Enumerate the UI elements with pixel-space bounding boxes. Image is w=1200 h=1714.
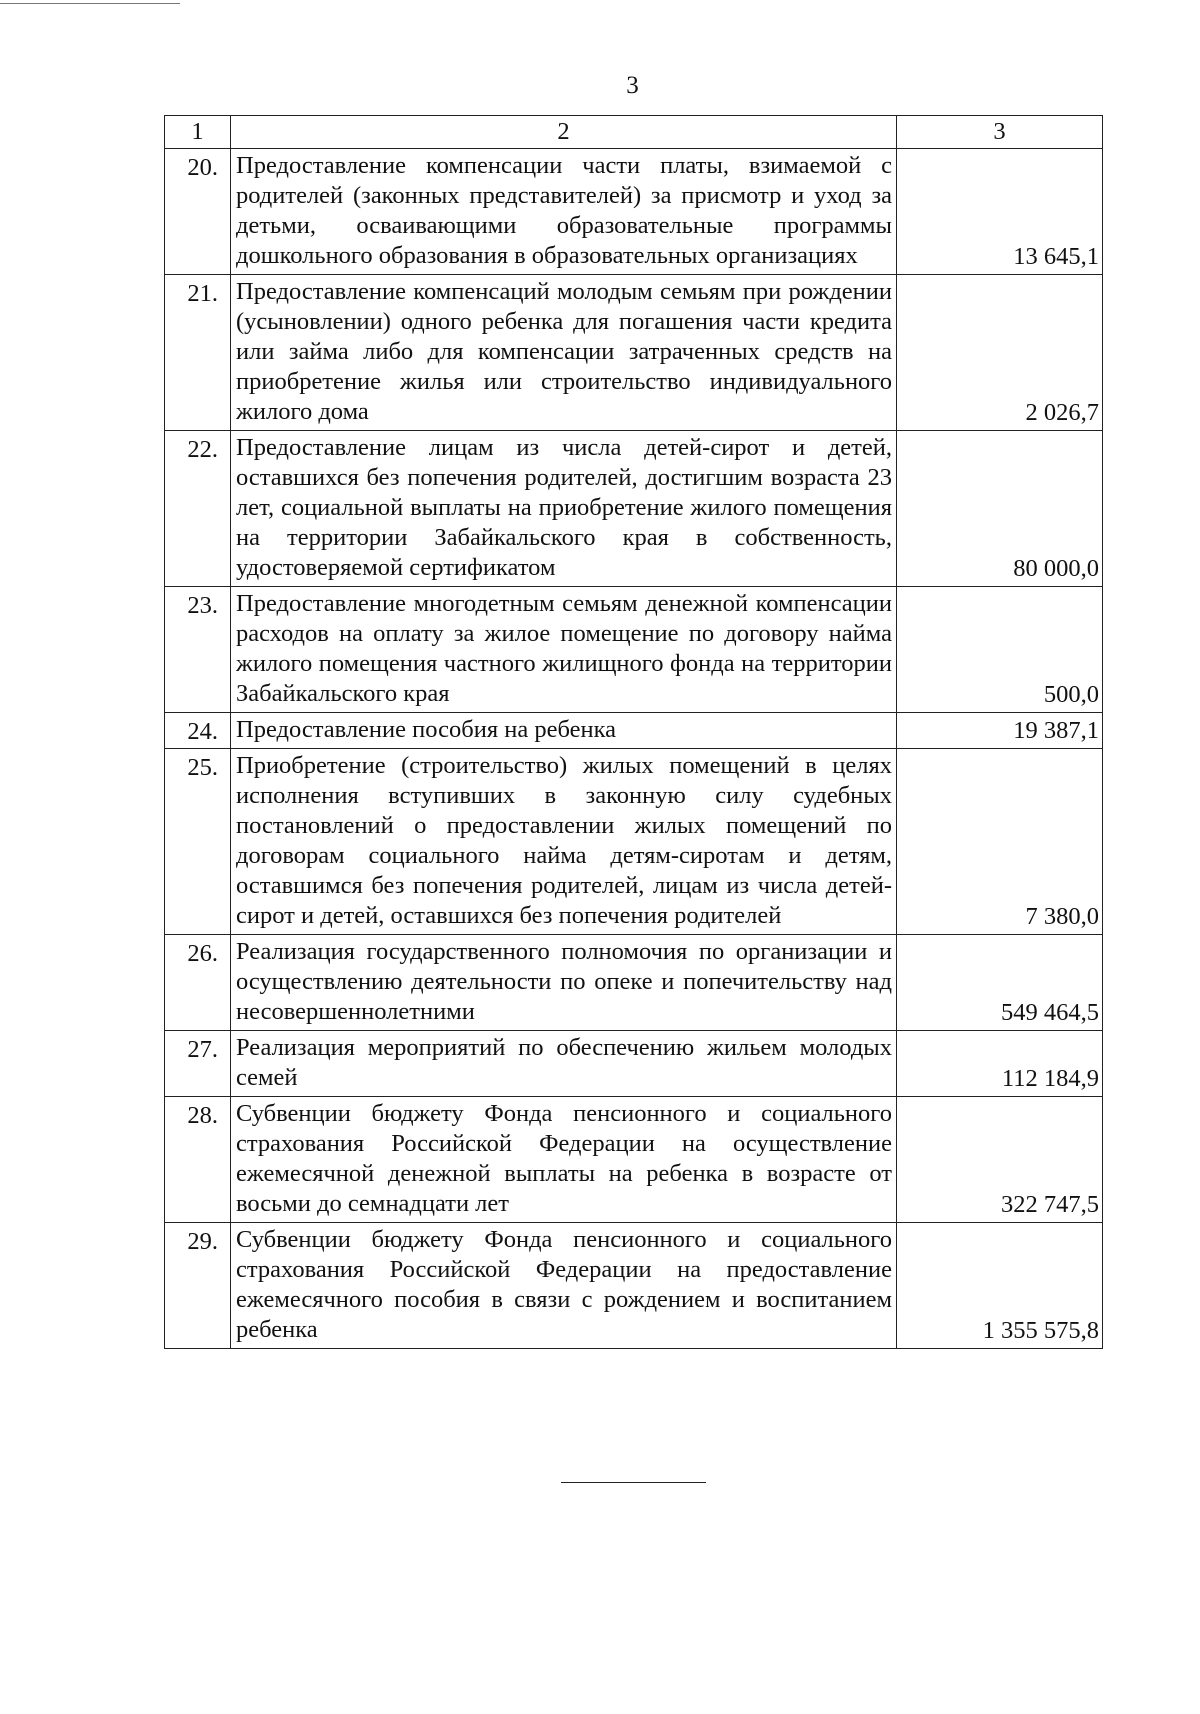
column-header-3: 3 <box>897 116 1103 149</box>
row-amount: 2 026,7 <box>897 275 1103 431</box>
row-number: 23. <box>165 587 231 713</box>
row-number: 27. <box>165 1031 231 1097</box>
table-row <box>165 1097 1103 1223</box>
row-number: 28. <box>165 1097 231 1223</box>
row-description: Субвенции бюджету Фонда пенсионного и социального страхования Российской Федерации на осуществление ежемесячной денежной выплаты на ребенка в возрасте от восьми до семнадцати лет <box>231 1097 897 1223</box>
row-description: Предоставление компенсации части платы, взимаемой с родителей (законных представителей) за присмотр и уход за детьми, осваивающими образовательные программы дошкольного образования в образовательных организациях <box>231 149 897 275</box>
table-row <box>165 749 1103 935</box>
row-amount: 19 387,1 <box>897 713 1103 749</box>
table-body <box>165 116 1103 1349</box>
table-row <box>165 275 1103 431</box>
row-amount: 80 000,0 <box>897 431 1103 587</box>
row-number: 22. <box>165 431 231 587</box>
row-amount: 13 645,1 <box>897 149 1103 275</box>
row-number: 25. <box>165 749 231 935</box>
table-row <box>165 587 1103 713</box>
table-row <box>165 149 1103 275</box>
row-description: Предоставление лицам из числа детей-сирот и детей, оставшихся без попечения родителей, достигшим возраста 23 лет, социальной выплаты на приобретение жилого помещения на территории Забайкальского края в собственность, удостоверяемой сертификатом <box>231 431 897 587</box>
row-number: 29. <box>165 1223 231 1349</box>
table-row <box>165 713 1103 749</box>
row-number: 26. <box>165 935 231 1031</box>
table-row <box>165 1223 1103 1349</box>
table-header-row <box>165 116 1103 149</box>
row-description: Предоставление пособия на ребенка <box>231 713 897 749</box>
table-row <box>165 431 1103 587</box>
row-amount: 500,0 <box>897 587 1103 713</box>
row-amount: 112 184,9 <box>897 1031 1103 1097</box>
row-number: 20. <box>165 149 231 275</box>
row-number: 21. <box>165 275 231 431</box>
budget-table <box>164 115 1103 1349</box>
column-header-1: 1 <box>165 116 231 149</box>
page-number: 3 <box>626 72 639 99</box>
row-description: Предоставление компенсаций молодым семьям при рождении (усыновлении) одного ребенка для погашения части кредита или займа либо для компенсации затраченных средств на приобретение жилья или строительство индивидуального жилого дома <box>231 275 897 431</box>
row-description: Приобретение (строительство) жилых помещений в целях исполнения вступивших в законную силу судебных постановлений о предоставлении жилых помещений по договорам социального найма детям-сиротам и детям, оставшимся без попечения родителей, лицам из числа детей-сирот и детей, оставшихся без попечения родителей <box>231 749 897 935</box>
table-row <box>165 1031 1103 1097</box>
row-amount: 1 355 575,8 <box>897 1223 1103 1349</box>
row-amount: 7 380,0 <box>897 749 1103 935</box>
end-of-table-rule <box>561 1482 706 1483</box>
row-number: 24. <box>165 713 231 749</box>
row-amount: 549 464,5 <box>897 935 1103 1031</box>
column-header-2: 2 <box>231 116 897 149</box>
row-description: Субвенции бюджету Фонда пенсионного и социального страхования Российской Федерации на предоставление ежемесячного пособия в связи с рождением и воспитанием ребенка <box>231 1223 897 1349</box>
table-row <box>165 935 1103 1031</box>
row-description: Реализация государственного полномочия по организации и осуществлению деятельности по опеке и попечительству над несовершеннолетними <box>231 935 897 1031</box>
row-description: Реализация мероприятий по обеспечению жильем молодых семей <box>231 1031 897 1097</box>
scan-edge-line <box>0 3 180 4</box>
row-amount: 322 747,5 <box>897 1097 1103 1223</box>
row-description: Предоставление многодетным семьям денежной компенсации расходов на оплату за жилое помещение по договору найма жилого помещения частного жилищного фонда на территории Забайкальского края <box>231 587 897 713</box>
